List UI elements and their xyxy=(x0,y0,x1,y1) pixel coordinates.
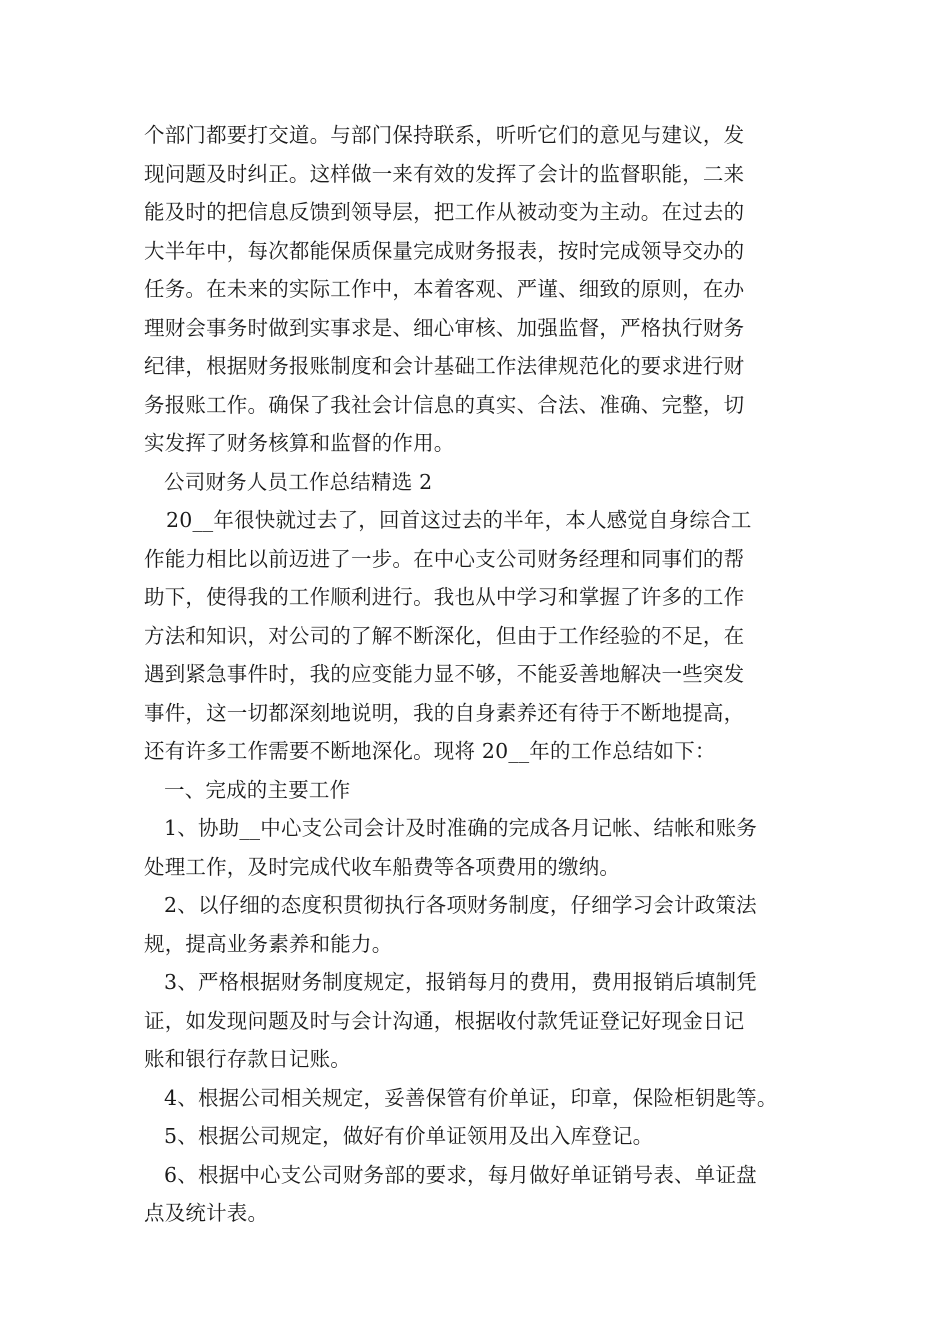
body-line: 纪律，根据财务报账制度和会计基础工作法律规范化的要求进行财 xyxy=(144,354,745,378)
document-body xyxy=(144,116,824,1233)
body-line: 遇到紧急事件时，我的应变能力显不够，不能妥善地解决一些突发 xyxy=(144,662,745,686)
body-line: 能及时的把信息反馈到领导层，把工作从被动变为主动。在过去的 xyxy=(144,200,745,224)
body-line: 实发挥了财务核算和监督的作用。 xyxy=(144,431,455,455)
subsection-heading: 一、完成的主要工作 xyxy=(164,777,351,802)
body-line: 大半年中，每次都能保质保量完成财务报表，按时完成领导交办的 xyxy=(144,238,745,263)
body-line: 个部门都要打交道。与部门保持联系，听听它们的意见与建议，发 xyxy=(144,123,745,147)
body-line: 事件，这一切都深刻地说明，我的自身素养还有待于不断地提高， xyxy=(144,700,745,725)
list-item-1-continuation: 处理工作，及时完成代收车船费等各项费用的缴纳。 xyxy=(144,854,621,879)
body-line: 方法和知识，对公司的了解不断深化，但由于工作经验的不足，在 xyxy=(144,623,745,648)
body-line: 任务。在未来的实际工作中，本着客观、严谨、细致的原则，在办 xyxy=(144,277,745,301)
body-line: 理财会事务时做到实事求是、细心审核、加强监督，严格执行财务 xyxy=(144,315,745,340)
list-item-6-continuation: 点及统计表。 xyxy=(144,1201,269,1225)
list-item-3: 3、严格根据财务制度规定，报销每月的费用，费用报销后填制凭 xyxy=(164,970,757,994)
list-item-2-continuation: 规，提高业务素养和能力。 xyxy=(144,931,393,956)
list-item-6: 6、根据中心支公司财务部的要求，每月做好单证销号表、单证盘 xyxy=(164,1162,757,1187)
body-line: 务报账工作。确保了我社会计信息的真实、合法、准确、完整，切 xyxy=(144,392,745,417)
list-item-1: 1、协助__中心支公司会计及时准确的完成各月记帐、结帐和账务 xyxy=(164,816,758,840)
list-item-3-continuation: 账和银行存款日记账。 xyxy=(144,1047,351,1071)
paragraph-start-line: 20__年很快就过去了，回首这过去的半年，本人感觉自身综合工 xyxy=(166,508,752,532)
body-line: 还有许多工作需要不断地深化。现将 20__年的工作总结如下： xyxy=(144,739,716,763)
body-line: 助下，使得我的工作顺利进行。我也从中学习和掌握了许多的工作 xyxy=(144,585,745,609)
body-line: 现问题及时纠正。这样做一来有效的发挥了会计的监督职能，二来 xyxy=(144,161,745,186)
list-item-3-continuation: 证，如发现问题及时与会计沟通，根据收付款凭证登记好现金日记 xyxy=(144,1008,745,1033)
list-item-2: 2、以仔细的态度积贯彻执行各项财务制度，仔细学习会计政策法 xyxy=(164,893,757,917)
list-item-5: 5、根据公司规定，做好有价单证领用及出入库登记。 xyxy=(164,1124,654,1148)
section-heading: 公司财务人员工作总结精选 2 xyxy=(164,469,433,494)
body-line: 作能力相比以前迈进了一步。在中心支公司财务经理和同事们的帮 xyxy=(144,546,745,571)
list-item-4: 4、根据公司相关规定，妥善保管有价单证，印章，保险柜钥匙等。 xyxy=(164,1085,778,1110)
